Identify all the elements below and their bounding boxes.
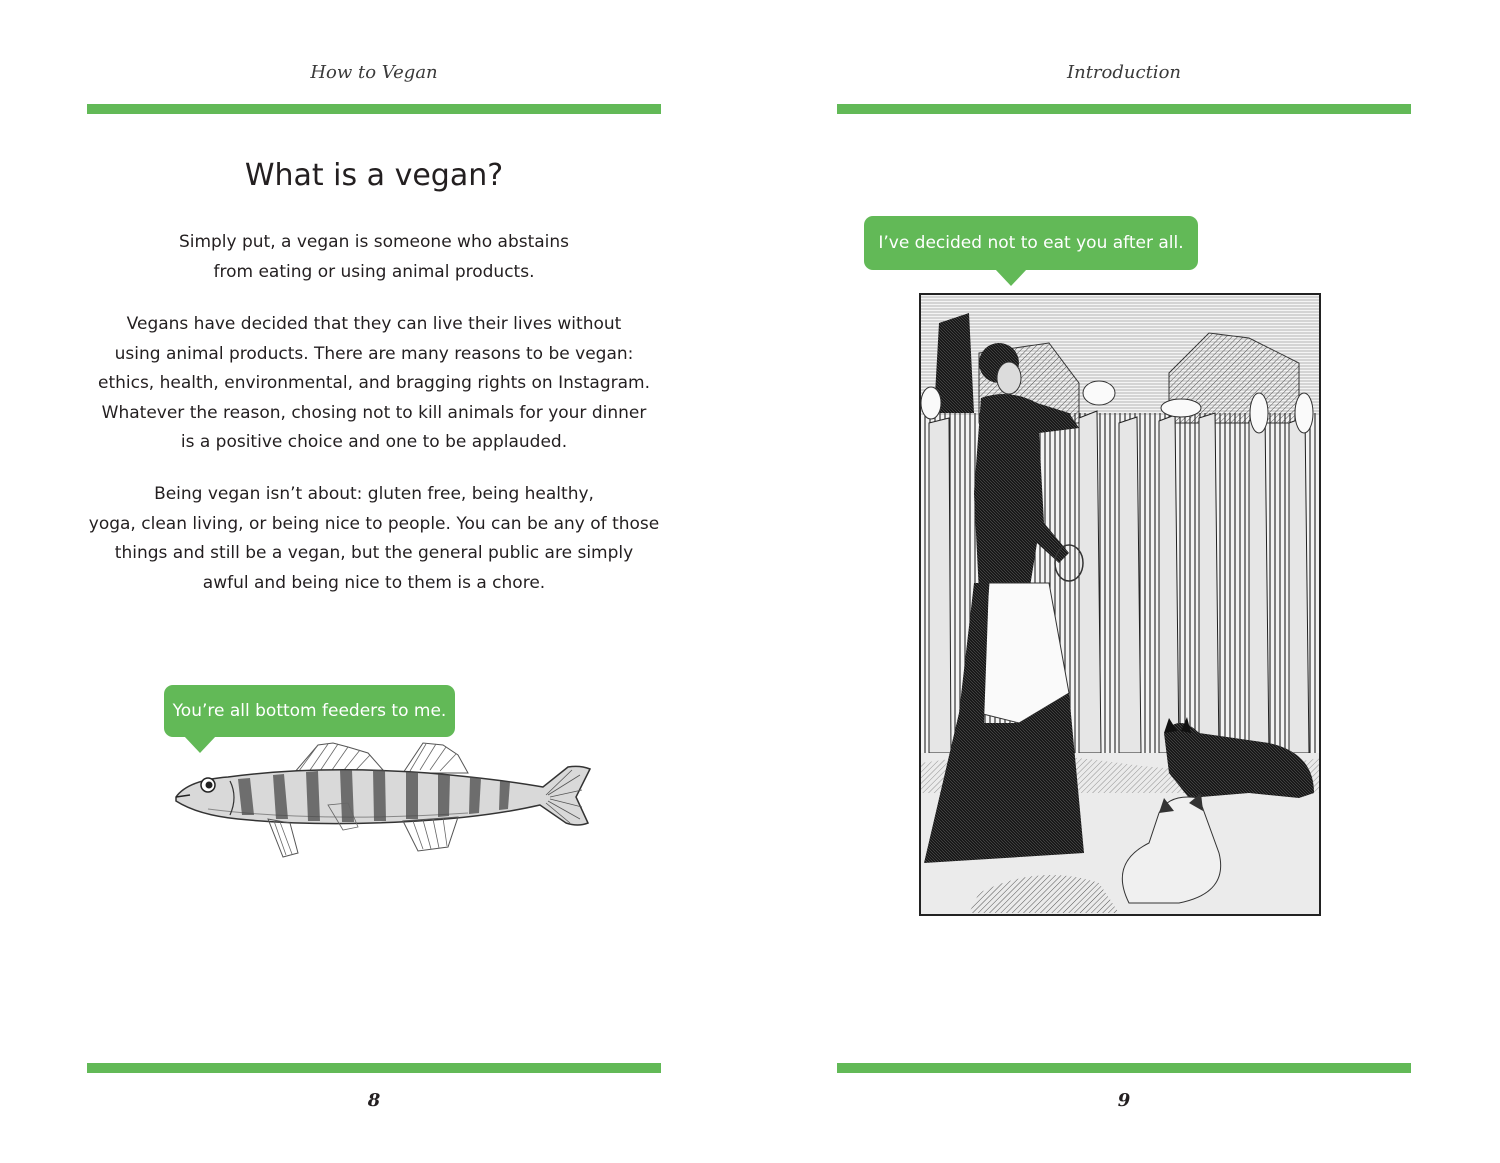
text-line: is a positive choice and one to be applauded.: [180, 432, 568, 452]
speech-bubble-text: You’re all bottom feeders to me.: [172, 701, 447, 721]
header-rule: [837, 104, 1411, 114]
paragraph: [87, 310, 661, 458]
text-line: awful and being nice to them is a chore.: [202, 572, 546, 593]
text-line: using animal products. There are many reasons to be vegan:: [114, 343, 634, 364]
speech-bubble-tail: [995, 269, 1027, 286]
header-rule: [87, 104, 661, 114]
text-line: yoga, clean living, or being nice to people. You can be any of those: [88, 513, 660, 534]
page-number: 8: [367, 1090, 381, 1111]
section-heading: What is a vegan?: [244, 158, 504, 193]
woman-with-cats-and-doves-engraving-icon: [919, 293, 1321, 916]
text-line: Being vegan isn’t about: gluten free, being healthy,: [154, 484, 594, 504]
right-page: [750, 0, 1500, 1163]
speech-bubble: [864, 216, 1198, 270]
footer-rule: [837, 1063, 1411, 1073]
paragraph: [87, 480, 661, 598]
text-line: Simply put, a vegan is someone who abstains: [178, 232, 570, 252]
text-line: things and still be a vegan, but the general public are simply: [114, 543, 634, 563]
fish-engraving-icon: [168, 735, 598, 860]
text-line: Whatever the reason, chosing not to kill animals for your dinner: [101, 402, 647, 423]
page-number: 9: [1117, 1090, 1131, 1111]
speech-bubble: [164, 685, 455, 737]
speech-bubble-text: I’ve decided not to eat you after all.: [878, 233, 1184, 253]
running-head: How to Vegan: [310, 62, 438, 83]
paragraph: [87, 228, 661, 287]
text-line: from eating or using animal products.: [213, 261, 535, 282]
footer-rule: [87, 1063, 661, 1073]
text-line: ethics, health, environmental, and bragging rights on Instagram.: [97, 373, 650, 393]
text-line: Vegans have decided that they can live their lives without: [126, 314, 622, 334]
running-head: Introduction: [1067, 62, 1181, 83]
